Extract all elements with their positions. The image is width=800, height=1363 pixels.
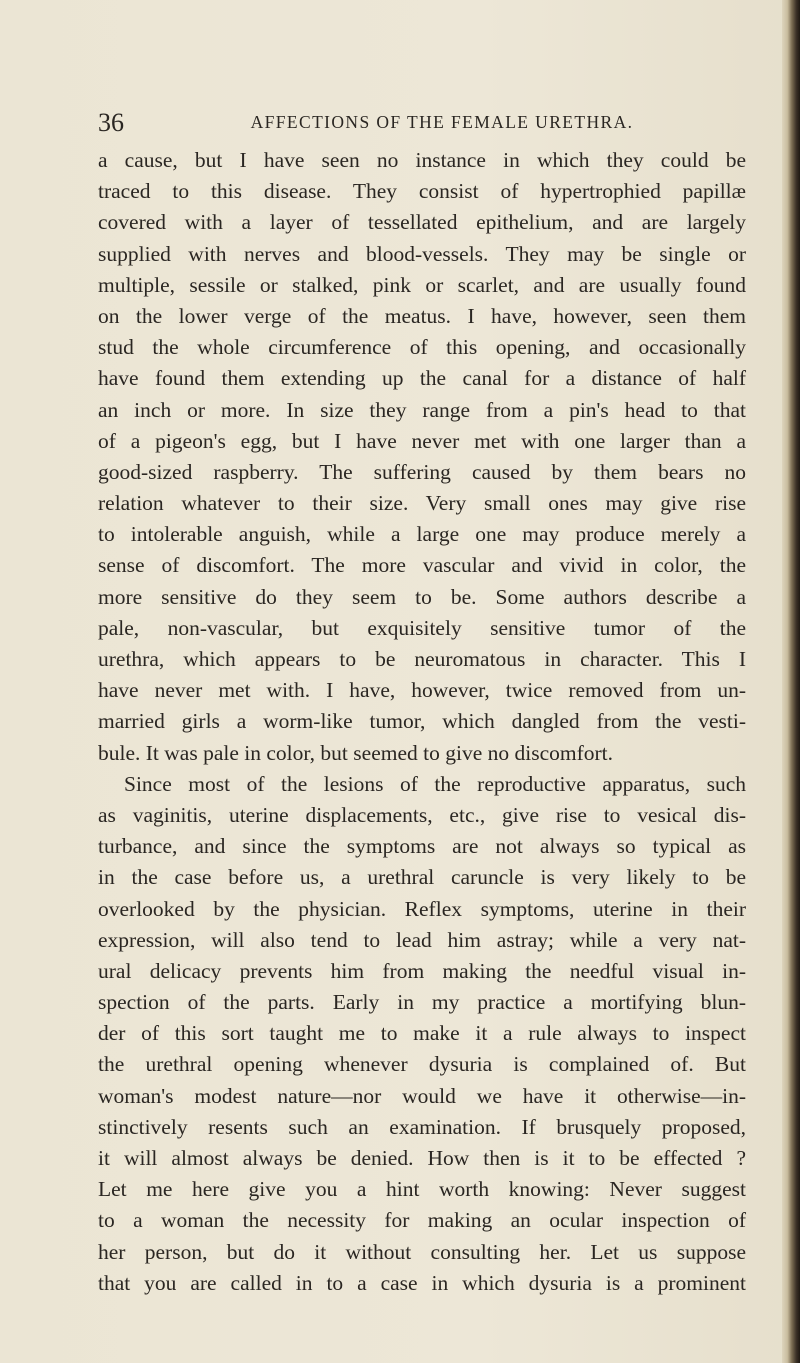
text-line: supplied with nerves and blood-vessels. They may be single or — [98, 241, 746, 266]
text-line: relation whatever to their size. Very small ones may give rise — [98, 491, 746, 516]
text-line: it will almost always be denied. How then is it to be effected ? — [98, 1146, 746, 1170]
page-edge-shadow — [782, 0, 800, 1363]
text-line: to a woman the necessity for making an ocular inspection of — [98, 1208, 746, 1233]
running-title: AFFECTIONS OF THE FEMALE URETHRA. — [250, 112, 634, 132]
text-line: good-sized raspberry. The suffering caused by them bears no — [98, 459, 746, 484]
text-line: have never met with. I have, however, twice removed from un- — [98, 678, 746, 703]
text-line: der of this sort taught me to make it a rule always to inspect — [98, 1021, 746, 1046]
text-line: turbance, and since the symptoms are not always so typical as — [98, 834, 746, 859]
text-line: expression, will also tend to lead him astray; while a very nat- — [98, 927, 746, 952]
text-line: of a pigeon's egg, but I have never met with one larger than a — [98, 428, 746, 453]
text-line: stud the whole circumference of this opening, and occasionally — [98, 335, 746, 360]
text-line: an inch or more. In size they range from a pin's head to that — [98, 397, 746, 422]
text-line: in the case before us, a urethral caruncle is very likely to be — [98, 865, 746, 890]
text-line: ural delicacy prevents him from making the needful visual in- — [98, 958, 746, 983]
text-line: pale, non-vascular, but exquisitely sensitive tumor of the — [98, 615, 746, 640]
running-head — [98, 108, 746, 140]
text-line: stinctively resents such an examination. If brusquely proposed, — [98, 1114, 746, 1139]
text-line: her person, but do it without consulting her. Let us suppose — [98, 1239, 746, 1264]
text-line: the urethral opening whenever dysuria is complained of. But — [98, 1052, 746, 1077]
text-line: urethra, which appears to be neuromatous in character. This I — [98, 647, 746, 671]
text-line: bule. It was pale in color, but seemed to give no discomfort. — [98, 740, 614, 765]
text-line: as vaginitis, uterine displacements, etc., give rise to vesical dis- — [98, 802, 746, 827]
text-line: woman's modest nature—nor would we have it otherwise—in- — [98, 1083, 746, 1108]
body-text — [98, 145, 746, 1299]
text-line: sense of discomfort. The more vascular and vivid in color, the — [98, 553, 746, 578]
text-line: traced to this disease. They consist of hypertrophied papillæ — [98, 179, 746, 204]
paragraph-first-line: Since most of the lesions of the reproductive apparatus, such — [124, 771, 746, 796]
text-line: on the lower verge of the meatus. I have, however, seen them — [98, 303, 746, 328]
text-line: that you are called in to a case in which dysuria is a prominent — [98, 1270, 746, 1295]
text-line: covered with a layer of tessellated epithelium, and are largely — [98, 210, 746, 235]
text-line: more sensitive do they seem to be. Some authors describe a — [98, 584, 746, 609]
text-line: overlooked by the physician. Reflex symptoms, uterine in their — [98, 896, 746, 921]
text-line: to intolerable anguish, while a large one may produce merely a — [98, 522, 746, 547]
text-line: married girls a worm-like tumor, which dangled from the vesti- — [98, 709, 746, 734]
page-number: 36 — [98, 108, 124, 137]
text-line: spection of the parts. Early in my practice a mortifying blun- — [98, 990, 746, 1015]
text-line: Let me here give you a hint worth knowing: Never suggest — [98, 1177, 746, 1202]
text-line: a cause, but I have seen no instance in which they could be — [98, 148, 746, 172]
text-line: have found them extending up the canal for a distance of half — [98, 366, 746, 391]
text-line: multiple, sessile or stalked, pink or scarlet, and are usually found — [98, 272, 746, 297]
